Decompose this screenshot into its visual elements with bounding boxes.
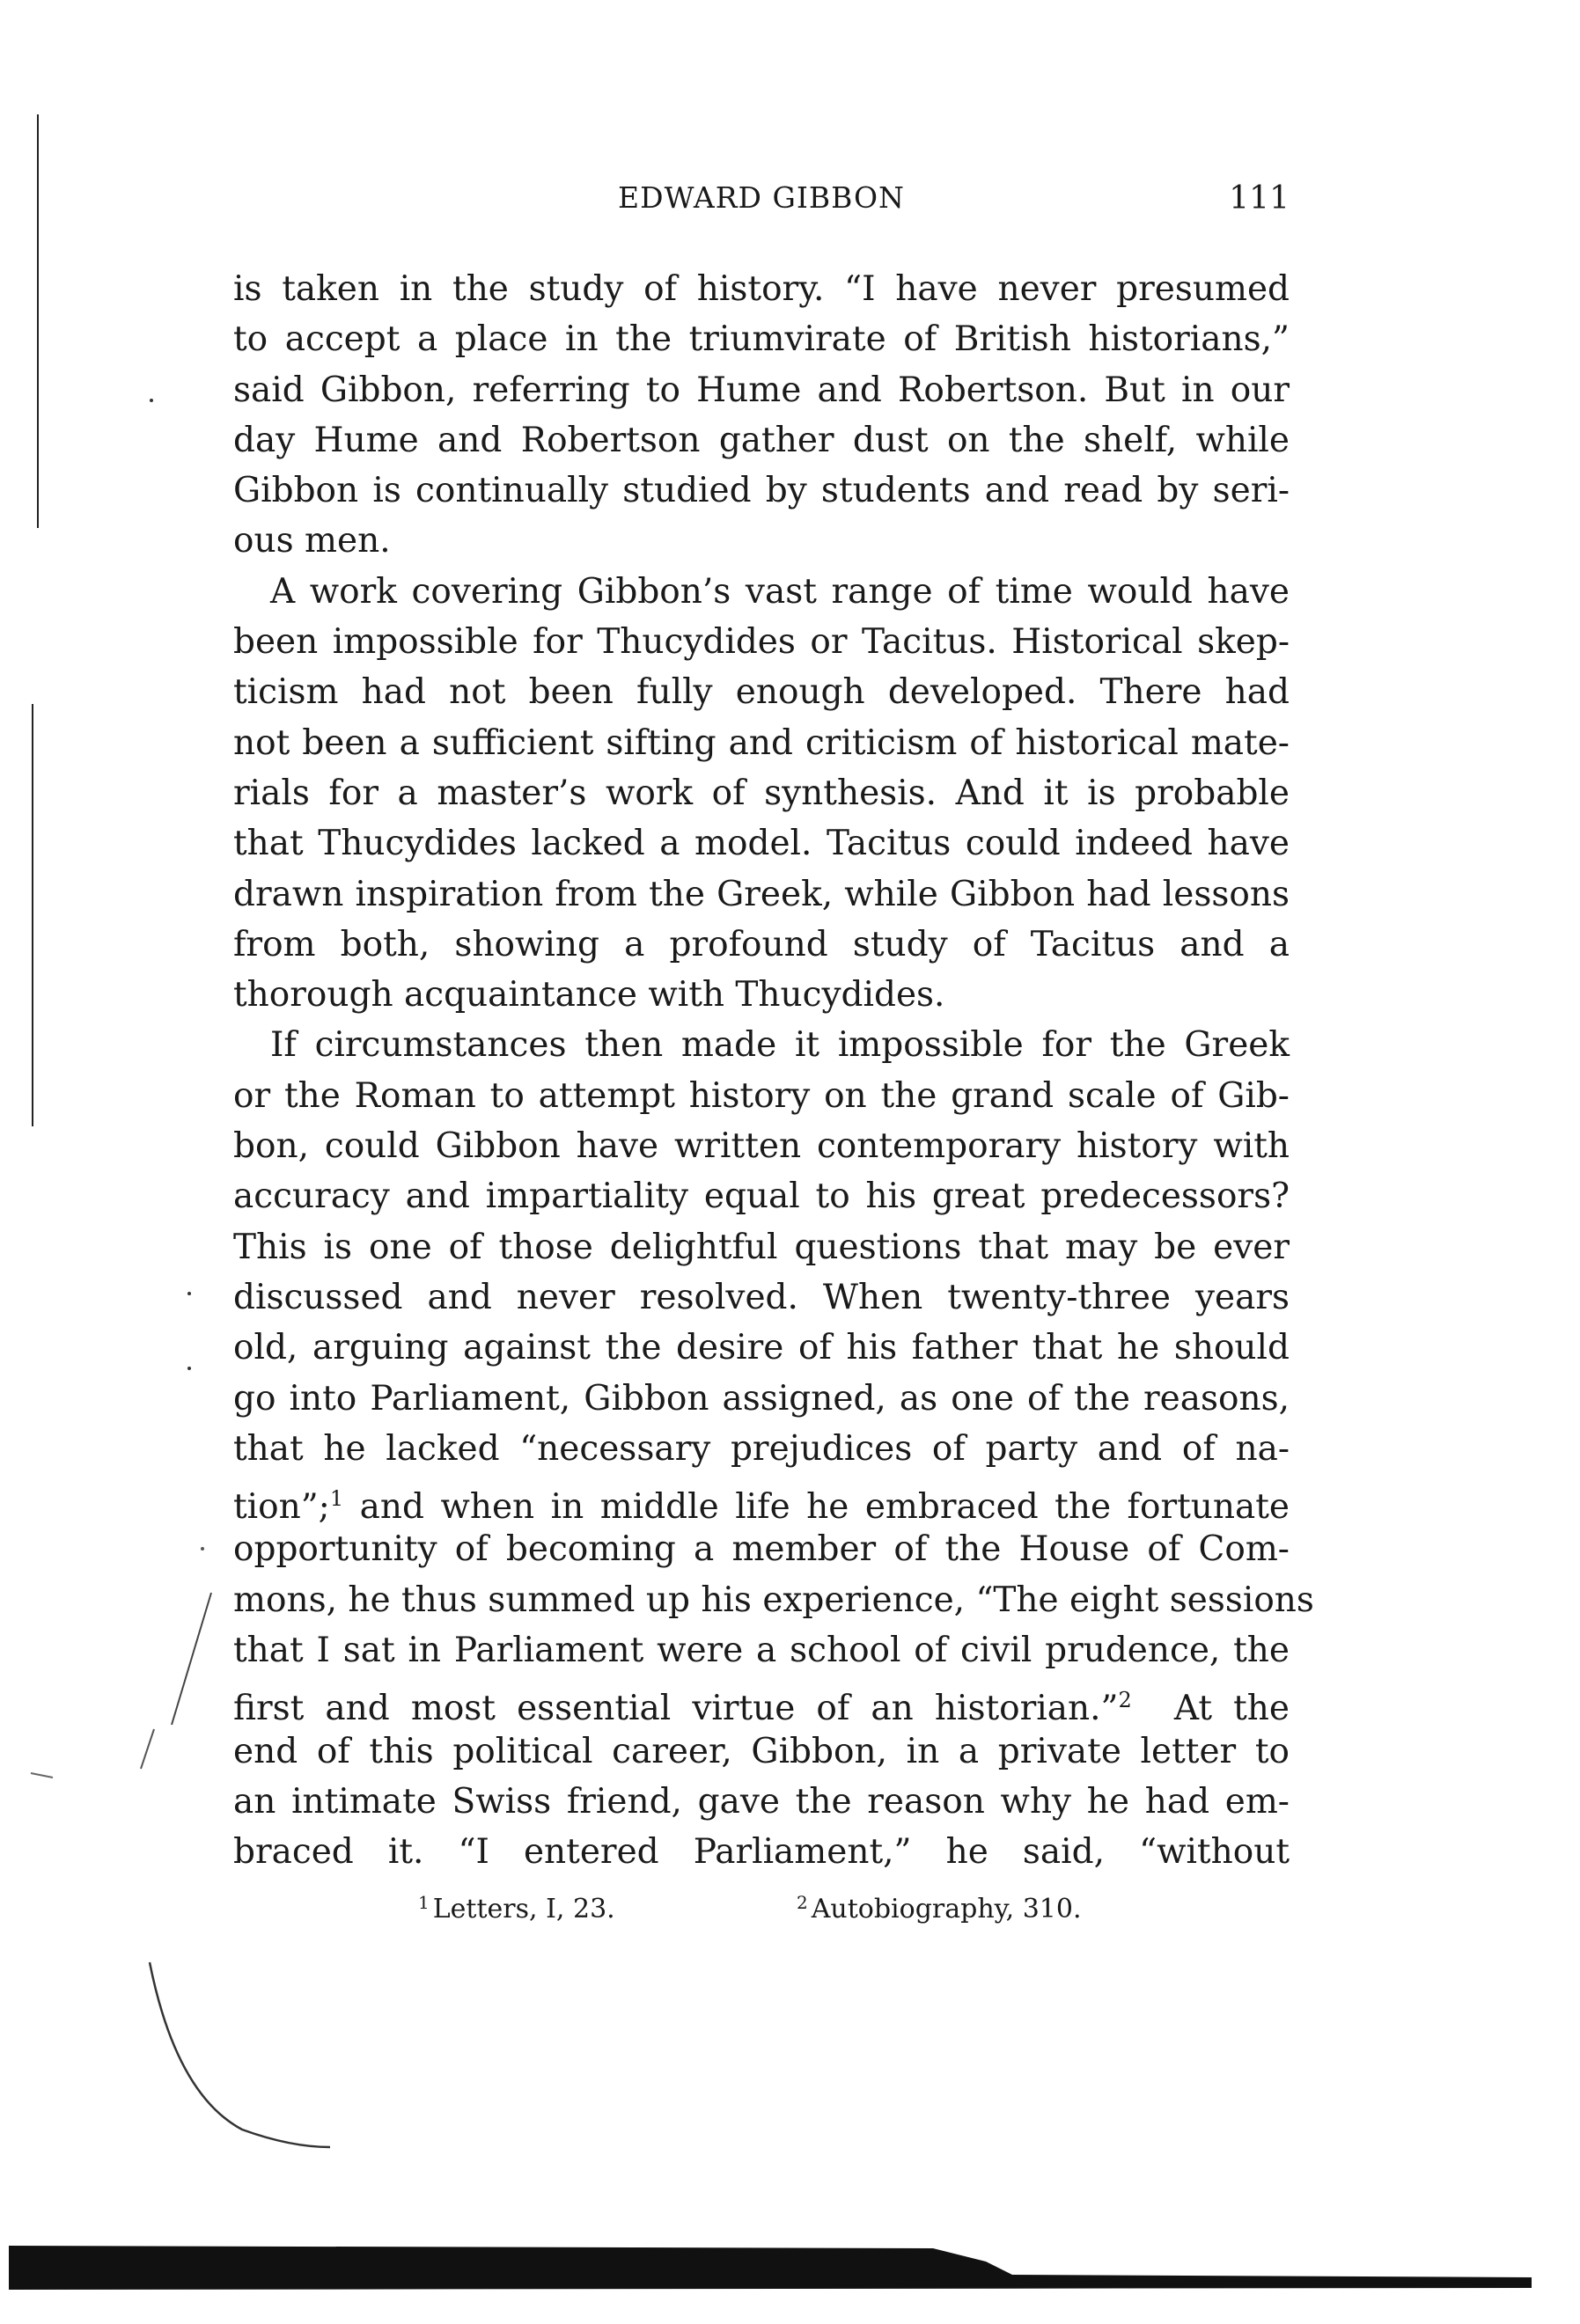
text-line: If circumstances then made it impossible for the Greek bbox=[270, 1025, 1290, 1066]
text-segment: At the bbox=[1173, 1689, 1290, 1729]
text-line: old, arguing against the desire of his father that he should bbox=[233, 1328, 1290, 1368]
text-line: braced it. “I entered Parliament,” he said, “without bbox=[233, 1832, 1290, 1873]
footnote-1 bbox=[418, 1892, 615, 1924]
text-line: A work covering Gibbon’s vast range of time would have bbox=[270, 571, 1290, 612]
footnote-2 bbox=[797, 1892, 1082, 1924]
text-line: not been a sufficient sifting and criticism of historical mate- bbox=[233, 722, 1290, 763]
text-line: discussed and never resolved. When twenty-three years bbox=[233, 1277, 1290, 1317]
text-line: go into Parliament, Gibbon assigned, as one of the reasons, bbox=[233, 1378, 1290, 1419]
footnote-mark: 2 bbox=[797, 1892, 808, 1913]
text-line: opportunity of becoming a member of the House of Com- bbox=[233, 1529, 1290, 1570]
speck bbox=[187, 1367, 191, 1370]
pencil-mark-slash bbox=[172, 1593, 211, 1725]
text-line: to accept a place in the triumvirate of British historians,” bbox=[233, 319, 1290, 360]
text-line: said Gibbon, referring to Hume and Robertson. But in our bbox=[233, 370, 1290, 410]
speck bbox=[187, 1292, 191, 1295]
text-line-with-footnote bbox=[233, 1474, 1290, 1528]
text-segment: tion”; bbox=[233, 1487, 330, 1528]
text-line: ticism had not been fully enough developed. There had bbox=[233, 672, 1290, 713]
speck bbox=[201, 1547, 204, 1551]
speck bbox=[150, 399, 153, 402]
text-segment: and when in middle life he embraced the fortunate bbox=[359, 1487, 1290, 1528]
text-line: that I sat in Parliament were a school of civil prudence, the bbox=[233, 1631, 1290, 1671]
footnote-ref-2: 2 bbox=[1118, 1688, 1132, 1713]
text-line: bon, could Gibbon have written contemporary history with bbox=[233, 1126, 1290, 1167]
text-line-with-footnote bbox=[233, 1675, 1290, 1729]
footnote-text: Letters, I, 23. bbox=[432, 1894, 615, 1924]
footnote-text: Autobiography, 310. bbox=[811, 1894, 1082, 1924]
text-segment: first and most essential virtue of an historian.” bbox=[233, 1689, 1119, 1729]
text-line: end of this political career, Gibbon, in a private letter to bbox=[233, 1731, 1290, 1771]
footnotes bbox=[233, 1892, 1290, 1936]
pencil-mark-stroke bbox=[141, 1729, 154, 1769]
text-line: is taken in the study of history. “I have never presumed bbox=[233, 269, 1290, 309]
page-number: 111 bbox=[1229, 180, 1290, 216]
text-line: an intimate Swiss friend, gave the reason why he had em- bbox=[233, 1781, 1290, 1822]
pencil-curve bbox=[150, 1962, 330, 2147]
footnote-mark: 1 bbox=[418, 1892, 430, 1913]
text-line: This is one of those delightful questions that may be ever bbox=[233, 1227, 1290, 1267]
text-line: or the Roman to attempt history on the grand scale of Gib- bbox=[233, 1075, 1290, 1116]
page-header bbox=[233, 180, 1290, 224]
pencil-mark-dash bbox=[31, 1773, 53, 1778]
text-line: thorough acquaintance with Thucydides. bbox=[233, 975, 945, 1015]
text-line: mons, he thus summed up his experience, “The eight sessions bbox=[233, 1580, 1314, 1620]
text-line: day Hume and Robertson gather dust on the shelf, while bbox=[233, 420, 1290, 460]
text-line: accuracy and impartiality equal to his great predecessors? bbox=[233, 1177, 1290, 1217]
footnote-ref-1: 1 bbox=[329, 1486, 344, 1512]
running-head: EDWARD GIBBON bbox=[618, 180, 905, 215]
text-line: rials for a master’s work of synthesis. And it is probable bbox=[233, 773, 1290, 813]
text-line: Gibbon is continually studied by students and read by seri- bbox=[233, 471, 1290, 511]
bottom-black-bar bbox=[9, 2246, 1532, 2290]
text-line: been impossible for Thucydides or Tacitus. Historical skep- bbox=[233, 622, 1290, 663]
text-line: ous men. bbox=[233, 521, 391, 561]
body-text bbox=[233, 264, 1314, 1878]
text-line: drawn inspiration from the Greek, while Gibbon had lessons bbox=[233, 874, 1290, 914]
text-line: that Thucydides lacked a model. Tacitus could indeed have bbox=[233, 824, 1290, 864]
text-line: that he lacked “necessary prejudices of party and of na- bbox=[233, 1428, 1290, 1469]
text-line: from both, showing a profound study of Tacitus and a bbox=[233, 924, 1290, 964]
